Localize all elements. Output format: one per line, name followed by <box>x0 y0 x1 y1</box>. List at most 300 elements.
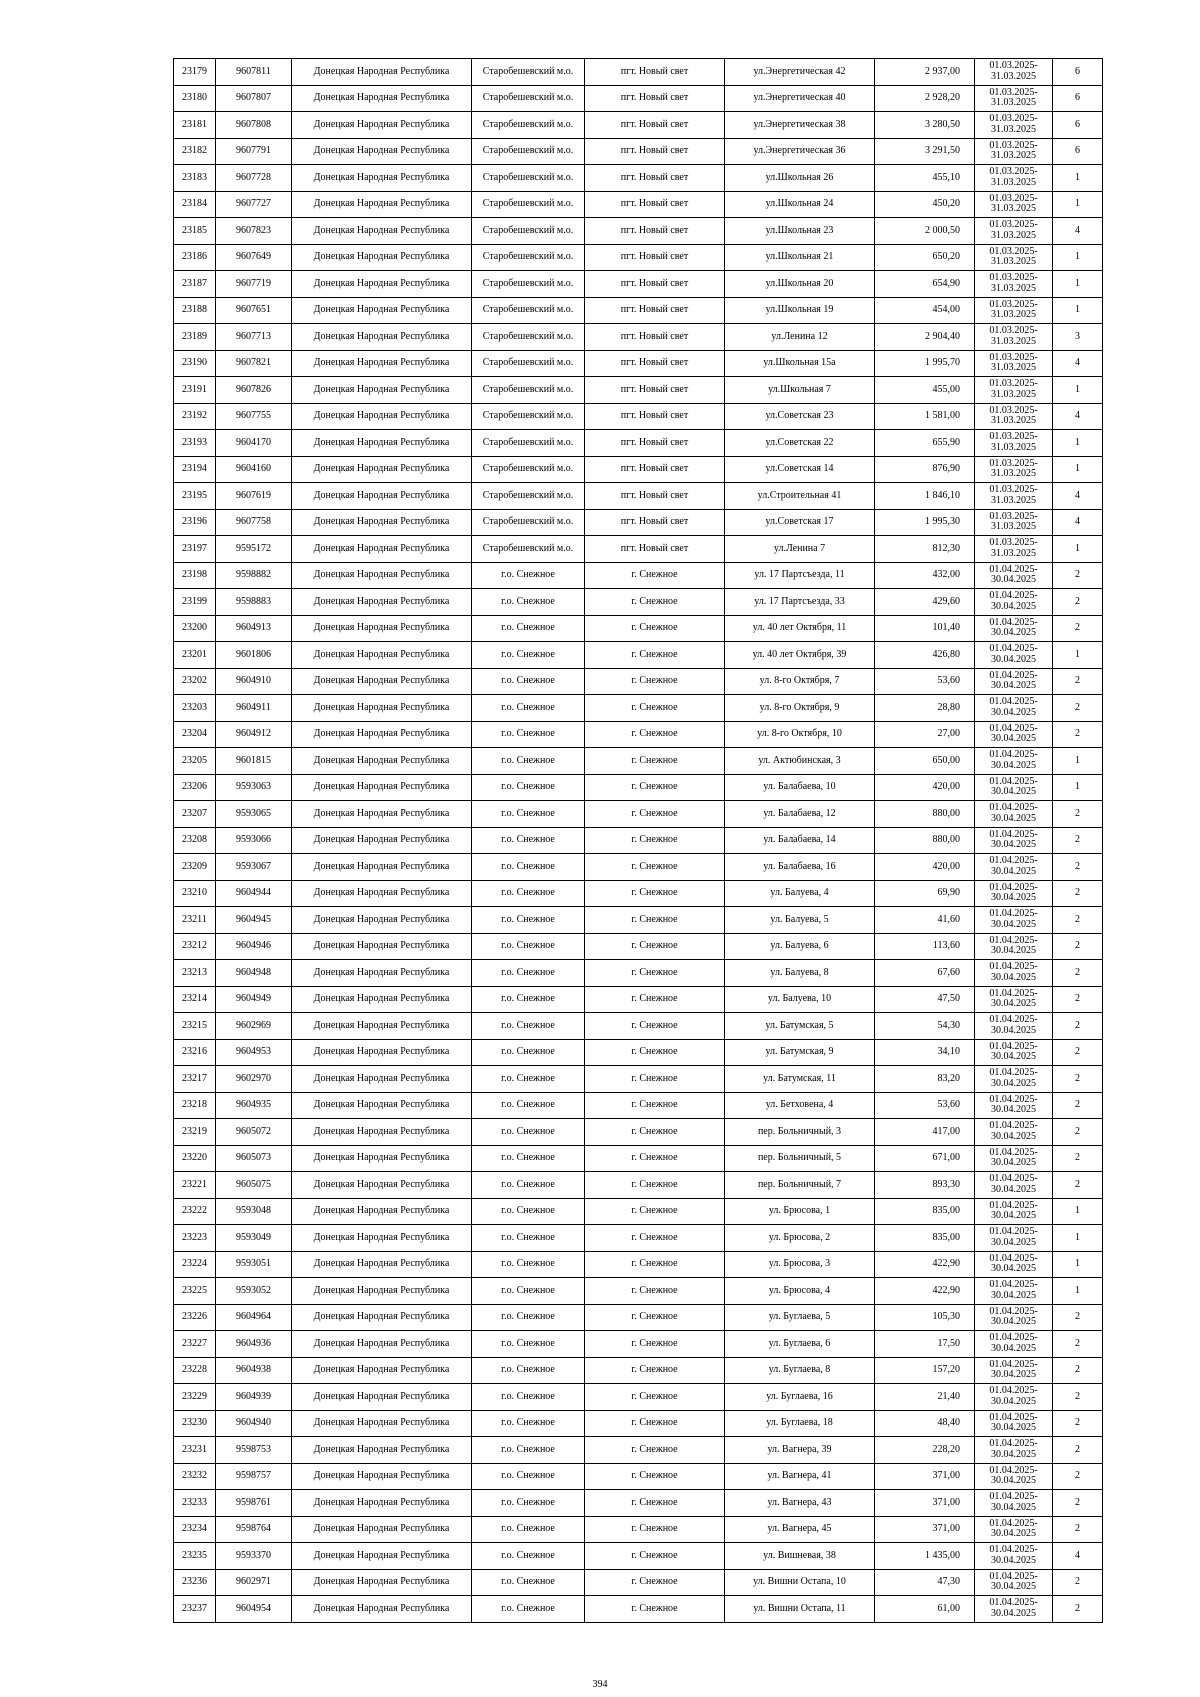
cell-no: 23205 <box>174 748 216 775</box>
cell-settlement: г. Снежное <box>585 1516 725 1543</box>
cell-region: Донецкая Народная Республика <box>292 165 472 192</box>
cell-municipality: г.о. Снежное <box>472 1172 585 1199</box>
cell-period: 01.04.2025- 30.04.2025 <box>975 1119 1053 1146</box>
cell-settlement: г. Снежное <box>585 721 725 748</box>
cell-no: 23179 <box>174 59 216 86</box>
cell-no: 23185 <box>174 218 216 245</box>
cell-area: 67,60 <box>875 960 975 987</box>
table-row <box>174 112 1103 139</box>
cell-count: 1 <box>1053 430 1103 457</box>
cell-address: ул. 17 Партсъезда, 11 <box>725 562 875 589</box>
cell-count: 2 <box>1053 1569 1103 1596</box>
cell-id: 9607619 <box>216 483 292 510</box>
cell-period: 01.04.2025- 30.04.2025 <box>975 1569 1053 1596</box>
cell-no: 23211 <box>174 907 216 934</box>
cell-area: 1 995,30 <box>875 509 975 536</box>
cell-id: 9607651 <box>216 297 292 324</box>
cell-area: 455,00 <box>875 377 975 404</box>
cell-settlement: г. Снежное <box>585 907 725 934</box>
cell-area: 3 291,50 <box>875 138 975 165</box>
cell-address: ул.Советская 23 <box>725 403 875 430</box>
cell-id: 9604954 <box>216 1596 292 1623</box>
cell-municipality: г.о. Снежное <box>472 668 585 695</box>
table-row <box>174 695 1103 722</box>
cell-address: ул.Школьная 24 <box>725 191 875 218</box>
cell-id: 9602970 <box>216 1066 292 1093</box>
cell-municipality: г.о. Снежное <box>472 695 585 722</box>
cell-region: Донецкая Народная Республика <box>292 59 472 86</box>
cell-area: 420,00 <box>875 774 975 801</box>
cell-no: 23197 <box>174 536 216 563</box>
cell-area: 371,00 <box>875 1463 975 1490</box>
cell-region: Донецкая Народная Республика <box>292 244 472 271</box>
cell-address: ул.Школьная 26 <box>725 165 875 192</box>
cell-address: ул. Вагнера, 39 <box>725 1437 875 1464</box>
cell-municipality: г.о. Снежное <box>472 1596 585 1623</box>
cell-address: ул. 40 лет Октября, 11 <box>725 615 875 642</box>
cell-no: 23198 <box>174 562 216 589</box>
cell-region: Донецкая Народная Республика <box>292 483 472 510</box>
cell-settlement: г. Снежное <box>585 695 725 722</box>
cell-region: Донецкая Народная Республика <box>292 112 472 139</box>
cell-municipality: г.о. Снежное <box>472 1066 585 1093</box>
cell-region: Донецкая Народная Республика <box>292 1490 472 1517</box>
cell-address: ул. 8-го Октября, 10 <box>725 721 875 748</box>
cell-settlement: пгт. Новый свет <box>585 297 725 324</box>
cell-region: Донецкая Народная Республика <box>292 1304 472 1331</box>
cell-area: 113,60 <box>875 933 975 960</box>
cell-municipality: г.о. Снежное <box>472 1490 585 1517</box>
cell-address: ул. Брюсова, 2 <box>725 1225 875 1252</box>
cell-region: Донецкая Народная Республика <box>292 854 472 881</box>
cell-region: Донецкая Народная Республика <box>292 1225 472 1252</box>
cell-settlement: г. Снежное <box>585 1172 725 1199</box>
cell-count: 2 <box>1053 960 1103 987</box>
cell-municipality: г.о. Снежное <box>472 721 585 748</box>
cell-no: 23199 <box>174 589 216 616</box>
cell-no: 23229 <box>174 1384 216 1411</box>
cell-municipality: Старобешевский м.о. <box>472 350 585 377</box>
table-row <box>174 933 1103 960</box>
cell-count: 1 <box>1053 1278 1103 1305</box>
cell-no: 23230 <box>174 1410 216 1437</box>
cell-period: 01.04.2025- 30.04.2025 <box>975 1357 1053 1384</box>
cell-settlement: г. Снежное <box>585 1278 725 1305</box>
cell-period: 01.03.2025- 31.03.2025 <box>975 377 1053 404</box>
cell-municipality: г.о. Снежное <box>472 1331 585 1358</box>
cell-count: 2 <box>1053 827 1103 854</box>
cell-no: 23225 <box>174 1278 216 1305</box>
cell-period: 01.04.2025- 30.04.2025 <box>975 1516 1053 1543</box>
cell-area: 650,20 <box>875 244 975 271</box>
cell-settlement: пгт. Новый свет <box>585 218 725 245</box>
cell-no: 23203 <box>174 695 216 722</box>
cell-area: 429,60 <box>875 589 975 616</box>
cell-id: 9607826 <box>216 377 292 404</box>
table-row <box>174 1543 1103 1570</box>
table-row <box>174 748 1103 775</box>
cell-region: Донецкая Народная Республика <box>292 695 472 722</box>
cell-settlement: г. Снежное <box>585 1357 725 1384</box>
cell-no: 23210 <box>174 880 216 907</box>
cell-area: 812,30 <box>875 536 975 563</box>
cell-settlement: пгт. Новый свет <box>585 536 725 563</box>
cell-address: ул. Буглаева, 16 <box>725 1384 875 1411</box>
table-row <box>174 191 1103 218</box>
cell-address: пер. Больничный, 5 <box>725 1145 875 1172</box>
cell-no: 23192 <box>174 403 216 430</box>
cell-address: ул.Энергетическая 40 <box>725 85 875 112</box>
cell-count: 2 <box>1053 1357 1103 1384</box>
cell-settlement: г. Снежное <box>585 1596 725 1623</box>
cell-period: 01.04.2025- 30.04.2025 <box>975 960 1053 987</box>
cell-area: 417,00 <box>875 1119 975 1146</box>
cell-count: 1 <box>1053 536 1103 563</box>
cell-settlement: г. Снежное <box>585 986 725 1013</box>
cell-count: 2 <box>1053 1013 1103 1040</box>
cell-region: Донецкая Народная Республика <box>292 960 472 987</box>
cell-area: 454,00 <box>875 297 975 324</box>
table-row <box>174 801 1103 828</box>
table-row <box>174 854 1103 881</box>
cell-municipality: г.о. Снежное <box>472 933 585 960</box>
cell-count: 4 <box>1053 483 1103 510</box>
cell-address: ул. Балабаева, 14 <box>725 827 875 854</box>
cell-no: 23194 <box>174 456 216 483</box>
cell-area: 1 995,70 <box>875 350 975 377</box>
table-row <box>174 589 1103 616</box>
cell-address: ул. Буглаева, 6 <box>725 1331 875 1358</box>
cell-municipality: г.о. Снежное <box>472 1119 585 1146</box>
cell-count: 1 <box>1053 244 1103 271</box>
table-row <box>174 615 1103 642</box>
table-row <box>174 1384 1103 1411</box>
cell-area: 27,00 <box>875 721 975 748</box>
cell-id: 9598883 <box>216 589 292 616</box>
cell-region: Донецкая Народная Республика <box>292 1384 472 1411</box>
cell-period: 01.04.2025- 30.04.2025 <box>975 1039 1053 1066</box>
cell-settlement: пгт. Новый свет <box>585 377 725 404</box>
cell-region: Донецкая Народная Республика <box>292 509 472 536</box>
cell-no: 23202 <box>174 668 216 695</box>
cell-area: 83,20 <box>875 1066 975 1093</box>
cell-area: 455,10 <box>875 165 975 192</box>
cell-region: Донецкая Народная Республика <box>292 430 472 457</box>
cell-id: 9607811 <box>216 59 292 86</box>
table-row <box>174 1331 1103 1358</box>
cell-region: Донецкая Народная Республика <box>292 324 472 351</box>
cell-id: 9607719 <box>216 271 292 298</box>
cell-no: 23196 <box>174 509 216 536</box>
cell-municipality: г.о. Снежное <box>472 1092 585 1119</box>
cell-settlement: г. Снежное <box>585 1437 725 1464</box>
cell-count: 2 <box>1053 1119 1103 1146</box>
cell-no: 23195 <box>174 483 216 510</box>
cell-address: ул. Батумская, 11 <box>725 1066 875 1093</box>
cell-settlement: г. Снежное <box>585 827 725 854</box>
cell-id: 9607727 <box>216 191 292 218</box>
cell-area: 21,40 <box>875 1384 975 1411</box>
cell-region: Донецкая Народная Республика <box>292 138 472 165</box>
cell-period: 01.04.2025- 30.04.2025 <box>975 1278 1053 1305</box>
cell-municipality: г.о. Снежное <box>472 1516 585 1543</box>
cell-id: 9604935 <box>216 1092 292 1119</box>
table-row <box>174 1357 1103 1384</box>
cell-area: 654,90 <box>875 271 975 298</box>
cell-id: 9604939 <box>216 1384 292 1411</box>
cell-count: 2 <box>1053 1490 1103 1517</box>
cell-settlement: г. Снежное <box>585 1066 725 1093</box>
cell-count: 2 <box>1053 589 1103 616</box>
cell-municipality: г.о. Снежное <box>472 1357 585 1384</box>
cell-count: 1 <box>1053 377 1103 404</box>
cell-settlement: г. Снежное <box>585 774 725 801</box>
cell-id: 9593065 <box>216 801 292 828</box>
cell-region: Донецкая Народная Республика <box>292 1516 472 1543</box>
cell-settlement: г. Снежное <box>585 1039 725 1066</box>
cell-municipality: г.о. Снежное <box>472 1039 585 1066</box>
table-row <box>174 1596 1103 1623</box>
cell-region: Донецкая Народная Республика <box>292 1092 472 1119</box>
cell-count: 2 <box>1053 907 1103 934</box>
cell-id: 9593063 <box>216 774 292 801</box>
cell-count: 6 <box>1053 112 1103 139</box>
cell-area: 371,00 <box>875 1490 975 1517</box>
cell-settlement: пгт. Новый свет <box>585 324 725 351</box>
cell-no: 23208 <box>174 827 216 854</box>
cell-period: 01.04.2025- 30.04.2025 <box>975 986 1053 1013</box>
cell-region: Донецкая Народная Республика <box>292 827 472 854</box>
cell-no: 23219 <box>174 1119 216 1146</box>
table-row <box>174 1119 1103 1146</box>
cell-address: ул.Школьная 20 <box>725 271 875 298</box>
table-row <box>174 1304 1103 1331</box>
cell-settlement: г. Снежное <box>585 1543 725 1570</box>
cell-municipality: г.о. Снежное <box>472 1410 585 1437</box>
table-row <box>174 244 1103 271</box>
cell-area: 422,90 <box>875 1251 975 1278</box>
cell-id: 9607791 <box>216 138 292 165</box>
cell-address: ул. Брюсова, 3 <box>725 1251 875 1278</box>
cell-id: 9604949 <box>216 986 292 1013</box>
cell-municipality: Старобешевский м.о. <box>472 377 585 404</box>
cell-id: 9607808 <box>216 112 292 139</box>
cell-municipality: г.о. Снежное <box>472 907 585 934</box>
cell-settlement: г. Снежное <box>585 748 725 775</box>
table-row <box>174 1145 1103 1172</box>
cell-no: 23213 <box>174 960 216 987</box>
cell-municipality: Старобешевский м.о. <box>472 59 585 86</box>
cell-address: ул. 8-го Октября, 7 <box>725 668 875 695</box>
cell-count: 6 <box>1053 59 1103 86</box>
cell-period: 01.04.2025- 30.04.2025 <box>975 801 1053 828</box>
table-row <box>174 377 1103 404</box>
cell-no: 23220 <box>174 1145 216 1172</box>
cell-area: 105,30 <box>875 1304 975 1331</box>
cell-area: 228,20 <box>875 1437 975 1464</box>
cell-municipality: Старобешевский м.о. <box>472 297 585 324</box>
cell-address: ул. Брюсова, 1 <box>725 1198 875 1225</box>
cell-period: 01.04.2025- 30.04.2025 <box>975 721 1053 748</box>
cell-period: 01.04.2025- 30.04.2025 <box>975 668 1053 695</box>
cell-region: Донецкая Народная Республика <box>292 271 472 298</box>
cell-id: 9604911 <box>216 695 292 722</box>
cell-id: 9593370 <box>216 1543 292 1570</box>
cell-count: 1 <box>1053 165 1103 192</box>
cell-region: Донецкая Народная Республика <box>292 668 472 695</box>
cell-municipality: г.о. Снежное <box>472 801 585 828</box>
cell-no: 23222 <box>174 1198 216 1225</box>
cell-region: Донецкая Народная Республика <box>292 1569 472 1596</box>
cell-region: Донецкая Народная Республика <box>292 615 472 642</box>
cell-period: 01.03.2025- 31.03.2025 <box>975 112 1053 139</box>
cell-period: 01.04.2025- 30.04.2025 <box>975 615 1053 642</box>
cell-municipality: г.о. Снежное <box>472 960 585 987</box>
cell-region: Донецкая Народная Республика <box>292 403 472 430</box>
cell-area: 2 000,50 <box>875 218 975 245</box>
cell-settlement: г. Снежное <box>585 668 725 695</box>
cell-address: ул. Вагнера, 41 <box>725 1463 875 1490</box>
cell-period: 01.03.2025- 31.03.2025 <box>975 509 1053 536</box>
cell-municipality: Старобешевский м.о. <box>472 244 585 271</box>
cell-count: 2 <box>1053 1384 1103 1411</box>
cell-address: ул.Советская 17 <box>725 509 875 536</box>
cell-region: Донецкая Народная Республика <box>292 1198 472 1225</box>
cell-period: 01.03.2025- 31.03.2025 <box>975 191 1053 218</box>
cell-count: 1 <box>1053 191 1103 218</box>
cell-area: 157,20 <box>875 1357 975 1384</box>
cell-id: 9604940 <box>216 1410 292 1437</box>
cell-settlement: пгт. Новый свет <box>585 165 725 192</box>
cell-no: 23193 <box>174 430 216 457</box>
cell-period: 01.03.2025- 31.03.2025 <box>975 297 1053 324</box>
cell-municipality: Старобешевский м.о. <box>472 403 585 430</box>
cell-period: 01.03.2025- 31.03.2025 <box>975 59 1053 86</box>
cell-id: 9607807 <box>216 85 292 112</box>
cell-region: Донецкая Народная Республика <box>292 1543 472 1570</box>
cell-address: ул. 40 лет Октября, 39 <box>725 642 875 669</box>
cell-no: 23204 <box>174 721 216 748</box>
cell-area: 835,00 <box>875 1225 975 1252</box>
cell-id: 9601806 <box>216 642 292 669</box>
cell-region: Донецкая Народная Республика <box>292 748 472 775</box>
cell-no: 23190 <box>174 350 216 377</box>
cell-no: 23232 <box>174 1463 216 1490</box>
cell-region: Донецкая Народная Республика <box>292 986 472 1013</box>
cell-period: 01.04.2025- 30.04.2025 <box>975 1013 1053 1040</box>
table-row <box>174 165 1103 192</box>
table-row <box>174 324 1103 351</box>
cell-period: 01.04.2025- 30.04.2025 <box>975 1331 1053 1358</box>
cell-address: ул. Брюсова, 4 <box>725 1278 875 1305</box>
cell-address: ул. Буглаева, 8 <box>725 1357 875 1384</box>
cell-id: 9602969 <box>216 1013 292 1040</box>
cell-count: 2 <box>1053 1172 1103 1199</box>
cell-area: 880,00 <box>875 801 975 828</box>
cell-region: Донецкая Народная Республика <box>292 297 472 324</box>
cell-settlement: г. Снежное <box>585 933 725 960</box>
cell-count: 2 <box>1053 1463 1103 1490</box>
cell-settlement: пгт. Новый свет <box>585 191 725 218</box>
cell-id: 9607823 <box>216 218 292 245</box>
cell-period: 01.03.2025- 31.03.2025 <box>975 403 1053 430</box>
cell-settlement: г. Снежное <box>585 1251 725 1278</box>
cell-settlement: г. Снежное <box>585 1092 725 1119</box>
cell-id: 9604910 <box>216 668 292 695</box>
cell-id: 9593049 <box>216 1225 292 1252</box>
cell-municipality: Старобешевский м.о. <box>472 456 585 483</box>
cell-period: 01.03.2025- 31.03.2025 <box>975 244 1053 271</box>
cell-address: ул. Балабаева, 12 <box>725 801 875 828</box>
cell-address: ул.Школьная 23 <box>725 218 875 245</box>
cell-period: 01.04.2025- 30.04.2025 <box>975 1384 1053 1411</box>
cell-id: 9602971 <box>216 1569 292 1596</box>
cell-address: ул. Балуева, 5 <box>725 907 875 934</box>
cell-period: 01.04.2025- 30.04.2025 <box>975 880 1053 907</box>
cell-no: 23216 <box>174 1039 216 1066</box>
cell-municipality: г.о. Снежное <box>472 642 585 669</box>
cell-municipality: г.о. Снежное <box>472 748 585 775</box>
cell-period: 01.04.2025- 30.04.2025 <box>975 774 1053 801</box>
cell-address: ул. 17 Партсъезда, 33 <box>725 589 875 616</box>
page-number: 394 <box>592 1679 608 1690</box>
cell-municipality: г.о. Снежное <box>472 986 585 1013</box>
cell-no: 23223 <box>174 1225 216 1252</box>
table-row <box>174 1013 1103 1040</box>
cell-settlement: пгт. Новый свет <box>585 430 725 457</box>
table-row <box>174 960 1103 987</box>
cell-area: 48,40 <box>875 1410 975 1437</box>
cell-region: Донецкая Народная Республика <box>292 1331 472 1358</box>
registry-table <box>173 58 1103 1623</box>
cell-address: ул. Вишни Остапа, 11 <box>725 1596 875 1623</box>
cell-period: 01.04.2025- 30.04.2025 <box>975 1490 1053 1517</box>
cell-municipality: г.о. Снежное <box>472 854 585 881</box>
cell-id: 9604945 <box>216 907 292 934</box>
cell-municipality: г.о. Снежное <box>472 1145 585 1172</box>
cell-region: Донецкая Народная Республика <box>292 1437 472 1464</box>
cell-id: 9598882 <box>216 562 292 589</box>
cell-no: 23188 <box>174 297 216 324</box>
cell-id: 9605075 <box>216 1172 292 1199</box>
cell-settlement: пгт. Новый свет <box>585 456 725 483</box>
cell-id: 9604946 <box>216 933 292 960</box>
table-row <box>174 1278 1103 1305</box>
cell-count: 2 <box>1053 1304 1103 1331</box>
cell-count: 4 <box>1053 218 1103 245</box>
cell-no: 23206 <box>174 774 216 801</box>
cell-count: 2 <box>1053 1092 1103 1119</box>
cell-settlement: пгт. Новый свет <box>585 483 725 510</box>
cell-period: 01.04.2025- 30.04.2025 <box>975 1304 1053 1331</box>
cell-period: 01.03.2025- 31.03.2025 <box>975 350 1053 377</box>
table-row <box>174 1198 1103 1225</box>
cell-no: 23214 <box>174 986 216 1013</box>
cell-municipality: г.о. Снежное <box>472 562 585 589</box>
cell-area: 835,00 <box>875 1198 975 1225</box>
table-row <box>174 59 1103 86</box>
cell-period: 01.04.2025- 30.04.2025 <box>975 1172 1053 1199</box>
table-row <box>174 668 1103 695</box>
cell-no: 23186 <box>174 244 216 271</box>
cell-count: 1 <box>1053 456 1103 483</box>
cell-address: ул.Советская 22 <box>725 430 875 457</box>
cell-settlement: г. Снежное <box>585 854 725 881</box>
table-row <box>174 1066 1103 1093</box>
cell-period: 01.04.2025- 30.04.2025 <box>975 1225 1053 1252</box>
cell-settlement: г. Снежное <box>585 1463 725 1490</box>
cell-period: 01.03.2025- 31.03.2025 <box>975 271 1053 298</box>
